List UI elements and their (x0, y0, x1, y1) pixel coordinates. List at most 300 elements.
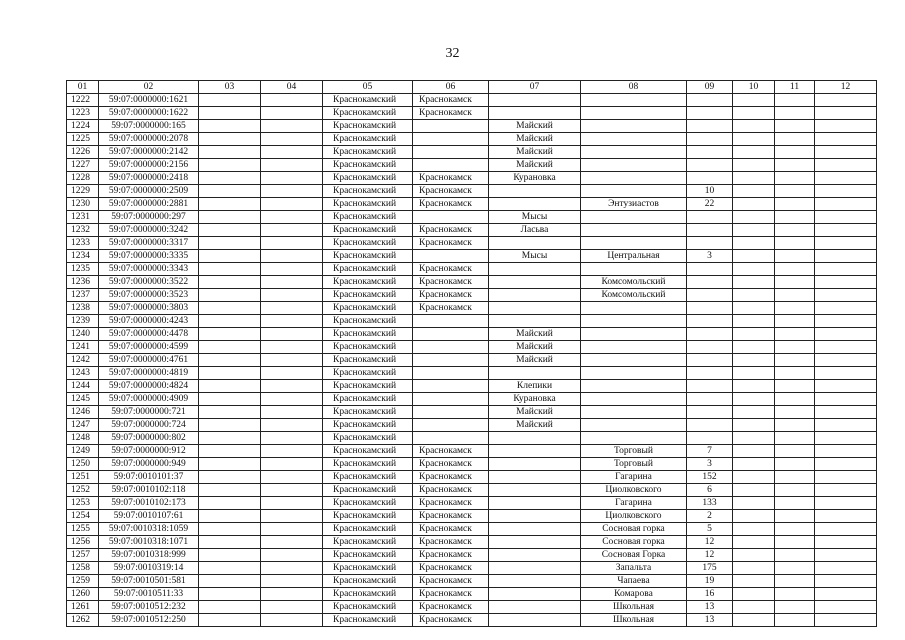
table-cell-11 (775, 185, 815, 198)
table-cell-12 (815, 588, 877, 601)
table-row (67, 588, 877, 601)
table-cell-06 (413, 250, 489, 263)
table-cell-09 (687, 328, 733, 341)
table-cell-07 (489, 367, 581, 380)
table-cell-03 (199, 497, 261, 510)
table-cell-02: 59:07:0000000:2156 (99, 159, 199, 172)
table-cell-01: 1254 (67, 510, 99, 523)
table-cell-01: 1256 (67, 536, 99, 549)
table-cell-07: Курановка (489, 172, 581, 185)
table-cell-04 (261, 276, 323, 289)
table-cell-05: Краснокамский (323, 367, 413, 380)
column-header: 11 (775, 81, 815, 94)
table-row (67, 211, 877, 224)
table-cell-06: Краснокамск (413, 263, 489, 276)
table-cell-02: 59:07:0000000:2142 (99, 146, 199, 159)
table-cell-01: 1239 (67, 315, 99, 328)
column-header: 02 (99, 81, 199, 94)
table-cell-12 (815, 458, 877, 471)
table-cell-09: 133 (687, 497, 733, 510)
table-cell-03 (199, 367, 261, 380)
table-cell-08: Гагарина (581, 471, 687, 484)
table-row (67, 419, 877, 432)
table-cell-09 (687, 159, 733, 172)
table-cell-02: 59:07:0000000:2418 (99, 172, 199, 185)
table-cell-09 (687, 120, 733, 133)
table-cell-04 (261, 458, 323, 471)
table-cell-03 (199, 549, 261, 562)
table-cell-09: 12 (687, 549, 733, 562)
table-cell-03 (199, 159, 261, 172)
table-cell-09 (687, 393, 733, 406)
table-cell-05: Краснокамский (323, 510, 413, 523)
table-cell-01: 1250 (67, 458, 99, 471)
table-cell-02: 59:07:0000000:4819 (99, 367, 199, 380)
table-cell-02: 59:07:0000000:1621 (99, 94, 199, 107)
table-cell-09: 5 (687, 523, 733, 536)
table-cell-03 (199, 380, 261, 393)
table-cell-03 (199, 224, 261, 237)
table-cell-07 (489, 432, 581, 445)
table-cell-05: Краснокамский (323, 523, 413, 536)
table-cell-03 (199, 614, 261, 627)
column-header: 05 (323, 81, 413, 94)
table-cell-01: 1234 (67, 250, 99, 263)
table-cell-06: Краснокамск (413, 588, 489, 601)
table-cell-02: 59:07:0010511:33 (99, 588, 199, 601)
table-cell-08: Энтузиастов (581, 198, 687, 211)
table-row (67, 289, 877, 302)
table-cell-09: 2 (687, 510, 733, 523)
table-cell-09 (687, 107, 733, 120)
table-cell-07 (489, 107, 581, 120)
table-row (67, 484, 877, 497)
table-cell-02: 59:07:0000000:297 (99, 211, 199, 224)
table-cell-06: Краснокамск (413, 536, 489, 549)
table-cell-07 (489, 302, 581, 315)
table-cell-02: 59:07:0000000:3317 (99, 237, 199, 250)
table-cell-01: 1236 (67, 276, 99, 289)
table-cell-09 (687, 211, 733, 224)
table-cell-01: 1232 (67, 224, 99, 237)
table-cell-05: Краснокамский (323, 120, 413, 133)
table-cell-08: Циолковского (581, 484, 687, 497)
table-cell-11 (775, 328, 815, 341)
table-cell-12 (815, 328, 877, 341)
table-cell-07 (489, 536, 581, 549)
table-cell-03 (199, 536, 261, 549)
table-cell-05: Краснокамский (323, 94, 413, 107)
table-cell-09: 3 (687, 458, 733, 471)
table-cell-04 (261, 562, 323, 575)
table-cell-02: 59:07:0010512:250 (99, 614, 199, 627)
table-cell-10 (733, 315, 775, 328)
table-row (67, 159, 877, 172)
table-row (67, 224, 877, 237)
table-cell-01: 1260 (67, 588, 99, 601)
table-row (67, 601, 877, 614)
table-cell-08 (581, 367, 687, 380)
table-cell-01: 1251 (67, 471, 99, 484)
table-cell-10 (733, 614, 775, 627)
table-cell-09: 6 (687, 484, 733, 497)
table-cell-07 (489, 198, 581, 211)
table-cell-06: Краснокамск (413, 549, 489, 562)
table-cell-12 (815, 562, 877, 575)
table-cell-10 (733, 510, 775, 523)
table-cell-08 (581, 263, 687, 276)
table-cell-08 (581, 432, 687, 445)
table-cell-01: 1262 (67, 614, 99, 627)
table-cell-11 (775, 458, 815, 471)
table-cell-11 (775, 276, 815, 289)
table-cell-07: Майский (489, 328, 581, 341)
table-cell-03 (199, 588, 261, 601)
table-cell-03 (199, 601, 261, 614)
table-cell-03 (199, 406, 261, 419)
table-cell-04 (261, 341, 323, 354)
table-cell-01: 1242 (67, 354, 99, 367)
table-cell-12 (815, 120, 877, 133)
table-cell-10 (733, 562, 775, 575)
table-cell-02: 59:07:0000000:4243 (99, 315, 199, 328)
table-cell-08 (581, 94, 687, 107)
table-cell-03 (199, 172, 261, 185)
table-cell-04 (261, 393, 323, 406)
table-cell-08: Комсомольский (581, 276, 687, 289)
table-row (67, 250, 877, 263)
table-cell-05: Краснокамский (323, 432, 413, 445)
table-cell-02: 59:07:0000000:3335 (99, 250, 199, 263)
table-cell-08: Комарова (581, 588, 687, 601)
table-cell-04 (261, 159, 323, 172)
table-cell-09: 16 (687, 588, 733, 601)
table-cell-12 (815, 94, 877, 107)
table-cell-11 (775, 419, 815, 432)
table-cell-07 (489, 575, 581, 588)
table-cell-04 (261, 367, 323, 380)
table-cell-01: 1238 (67, 302, 99, 315)
table-cell-05: Краснокамский (323, 562, 413, 575)
table-cell-05: Краснокамский (323, 549, 413, 562)
table-cell-04 (261, 549, 323, 562)
table-cell-02: 59:07:0010107:61 (99, 510, 199, 523)
table-cell-04 (261, 536, 323, 549)
table-cell-12 (815, 575, 877, 588)
table-cell-04 (261, 185, 323, 198)
table-cell-05: Краснокамский (323, 211, 413, 224)
table-cell-09 (687, 172, 733, 185)
table-cell-02: 59:07:0010101:37 (99, 471, 199, 484)
table-cell-01: 1230 (67, 198, 99, 211)
table-cell-10 (733, 354, 775, 367)
table-cell-03 (199, 315, 261, 328)
table-cell-02: 59:07:0010102:173 (99, 497, 199, 510)
table-cell-12 (815, 536, 877, 549)
table-cell-11 (775, 198, 815, 211)
table-cell-12 (815, 419, 877, 432)
table-cell-07: Майский (489, 133, 581, 146)
table-cell-08 (581, 302, 687, 315)
table-cell-11 (775, 497, 815, 510)
table-cell-10 (733, 341, 775, 354)
table-cell-10 (733, 406, 775, 419)
table-cell-12 (815, 224, 877, 237)
table-cell-11 (775, 484, 815, 497)
table-cell-11 (775, 406, 815, 419)
table-cell-03 (199, 146, 261, 159)
table-cell-12 (815, 146, 877, 159)
table-cell-05: Краснокамский (323, 575, 413, 588)
table-cell-02: 59:07:0000000:3523 (99, 289, 199, 302)
table-cell-12 (815, 198, 877, 211)
table-cell-02: 59:07:0000000:2509 (99, 185, 199, 198)
table-cell-05: Краснокамский (323, 445, 413, 458)
table-cell-11 (775, 133, 815, 146)
table-cell-10 (733, 94, 775, 107)
column-header: 07 (489, 81, 581, 94)
table-cell-01: 1258 (67, 562, 99, 575)
table-cell-12 (815, 601, 877, 614)
table-row (67, 562, 877, 575)
registry-table (66, 80, 877, 627)
table-cell-11 (775, 341, 815, 354)
table-cell-09: 19 (687, 575, 733, 588)
table-cell-09 (687, 315, 733, 328)
table-cell-03 (199, 185, 261, 198)
table-cell-11 (775, 250, 815, 263)
table-cell-08 (581, 406, 687, 419)
table-cell-05: Краснокамский (323, 224, 413, 237)
table-cell-05: Краснокамский (323, 237, 413, 250)
table-cell-08: Торговый (581, 445, 687, 458)
table-cell-11 (775, 172, 815, 185)
table-cell-02: 59:07:0000000:2078 (99, 133, 199, 146)
table-cell-08: Сосновая горка (581, 536, 687, 549)
table-row (67, 172, 877, 185)
table-row (67, 497, 877, 510)
table-row (67, 185, 877, 198)
table-row (67, 523, 877, 536)
table-cell-12 (815, 315, 877, 328)
table-cell-10 (733, 185, 775, 198)
table-cell-06 (413, 393, 489, 406)
table-cell-02: 59:07:0000000:3522 (99, 276, 199, 289)
table-cell-02: 59:07:0010318:999 (99, 549, 199, 562)
column-header: 01 (67, 81, 99, 94)
table-cell-04 (261, 471, 323, 484)
table-cell-01: 1226 (67, 146, 99, 159)
table-cell-11 (775, 302, 815, 315)
table-cell-02: 59:07:0000000:1622 (99, 107, 199, 120)
table-cell-06 (413, 406, 489, 419)
table-cell-01: 1228 (67, 172, 99, 185)
table-cell-11 (775, 432, 815, 445)
table-cell-06: Краснокамск (413, 289, 489, 302)
table-cell-10 (733, 133, 775, 146)
table-cell-07 (489, 562, 581, 575)
table-cell-11 (775, 289, 815, 302)
table-cell-10 (733, 172, 775, 185)
table-cell-12 (815, 367, 877, 380)
table-cell-05: Краснокамский (323, 536, 413, 549)
table-cell-08 (581, 341, 687, 354)
table-cell-04 (261, 237, 323, 250)
table-cell-04 (261, 198, 323, 211)
table-cell-03 (199, 445, 261, 458)
table-cell-02: 59:07:0000000:4599 (99, 341, 199, 354)
table-cell-11 (775, 549, 815, 562)
table-cell-02: 59:07:0010319:14 (99, 562, 199, 575)
table-cell-10 (733, 588, 775, 601)
table-cell-07 (489, 445, 581, 458)
table-cell-06: Краснокамск (413, 497, 489, 510)
table-cell-07: Майский (489, 419, 581, 432)
table-cell-01: 1229 (67, 185, 99, 198)
table-cell-07 (489, 588, 581, 601)
table-cell-08 (581, 146, 687, 159)
table-cell-04 (261, 315, 323, 328)
table-body (67, 94, 877, 627)
table-cell-06: Краснокамск (413, 172, 489, 185)
table-cell-06: Краснокамск (413, 185, 489, 198)
table-cell-05: Краснокамский (323, 172, 413, 185)
table-cell-11 (775, 380, 815, 393)
table-cell-08: Сосновая Горка (581, 549, 687, 562)
table-cell-10 (733, 263, 775, 276)
table-cell-03 (199, 458, 261, 471)
table-cell-05: Краснокамский (323, 419, 413, 432)
table-cell-06: Краснокамск (413, 237, 489, 250)
table-cell-06: Краснокамск (413, 562, 489, 575)
table-cell-11 (775, 575, 815, 588)
table-cell-09: 22 (687, 198, 733, 211)
table-cell-07: Майский (489, 120, 581, 133)
table-row (67, 549, 877, 562)
table-cell-01: 1245 (67, 393, 99, 406)
table-cell-05: Краснокамский (323, 185, 413, 198)
table-row (67, 276, 877, 289)
table-cell-06: Краснокамск (413, 276, 489, 289)
table-row (67, 341, 877, 354)
table-cell-12 (815, 263, 877, 276)
table-cell-11 (775, 146, 815, 159)
table-cell-02: 59:07:0000000:3803 (99, 302, 199, 315)
table-cell-10 (733, 367, 775, 380)
table-cell-03 (199, 276, 261, 289)
table-cell-02: 59:07:0000000:4824 (99, 380, 199, 393)
table-cell-06: Краснокамск (413, 107, 489, 120)
table-cell-03 (199, 328, 261, 341)
table-cell-10 (733, 211, 775, 224)
table-cell-03 (199, 263, 261, 276)
table-cell-06: Краснокамск (413, 484, 489, 497)
table-cell-07 (489, 237, 581, 250)
table-cell-06 (413, 328, 489, 341)
table-cell-05: Краснокамский (323, 471, 413, 484)
table-cell-01: 1241 (67, 341, 99, 354)
table-cell-09: 10 (687, 185, 733, 198)
table-cell-04 (261, 172, 323, 185)
table-cell-08: Чапаева (581, 575, 687, 588)
table-cell-05: Краснокамский (323, 328, 413, 341)
table-cell-03 (199, 302, 261, 315)
table-cell-05: Краснокамский (323, 289, 413, 302)
table-cell-09 (687, 432, 733, 445)
table-row (67, 406, 877, 419)
table-cell-02: 59:07:0010512:232 (99, 601, 199, 614)
table-cell-07: Майский (489, 146, 581, 159)
table-cell-06 (413, 380, 489, 393)
table-cell-12 (815, 393, 877, 406)
table-cell-05: Краснокамский (323, 614, 413, 627)
table-cell-04 (261, 250, 323, 263)
table-cell-10 (733, 393, 775, 406)
table-cell-03 (199, 354, 261, 367)
table-cell-05: Краснокамский (323, 601, 413, 614)
table-cell-07 (489, 458, 581, 471)
table-cell-08: Циолковского (581, 510, 687, 523)
table-row (67, 380, 877, 393)
table-cell-11 (775, 601, 815, 614)
table-cell-05: Краснокамский (323, 497, 413, 510)
table-cell-03 (199, 562, 261, 575)
table-cell-07: Клепики (489, 380, 581, 393)
table-cell-10 (733, 458, 775, 471)
table-cell-12 (815, 523, 877, 536)
table-cell-05: Краснокамский (323, 107, 413, 120)
table-cell-08: Гагарина (581, 497, 687, 510)
table-cell-10 (733, 601, 775, 614)
table-cell-10 (733, 237, 775, 250)
table-cell-06: Краснокамск (413, 614, 489, 627)
table-cell-03 (199, 393, 261, 406)
table-cell-02: 59:07:0000000:724 (99, 419, 199, 432)
table-cell-05: Краснокамский (323, 380, 413, 393)
table-cell-12 (815, 159, 877, 172)
table-cell-08 (581, 419, 687, 432)
table-cell-02: 59:07:0000000:802 (99, 432, 199, 445)
table-cell-07 (489, 471, 581, 484)
table-cell-07 (489, 523, 581, 536)
table-cell-06: Краснокамск (413, 471, 489, 484)
table-cell-08 (581, 172, 687, 185)
table-cell-12 (815, 614, 877, 627)
table-row (67, 445, 877, 458)
table-cell-02: 59:07:0000000:949 (99, 458, 199, 471)
table-cell-10 (733, 328, 775, 341)
table-cell-06 (413, 419, 489, 432)
table-row (67, 237, 877, 250)
table-cell-04 (261, 406, 323, 419)
table-cell-07 (489, 601, 581, 614)
table-cell-01: 1223 (67, 107, 99, 120)
table-cell-06 (413, 146, 489, 159)
table-cell-07: Майский (489, 159, 581, 172)
table-cell-04 (261, 445, 323, 458)
table-cell-08 (581, 185, 687, 198)
table-cell-04 (261, 263, 323, 276)
table-cell-12 (815, 341, 877, 354)
table-cell-06: Краснокамск (413, 198, 489, 211)
table-cell-07: Ласьва (489, 224, 581, 237)
table-cell-03 (199, 237, 261, 250)
table-cell-10 (733, 250, 775, 263)
table-cell-05: Краснокамский (323, 276, 413, 289)
table-cell-06: Краснокамск (413, 224, 489, 237)
table-cell-09: 13 (687, 614, 733, 627)
table-row (67, 510, 877, 523)
